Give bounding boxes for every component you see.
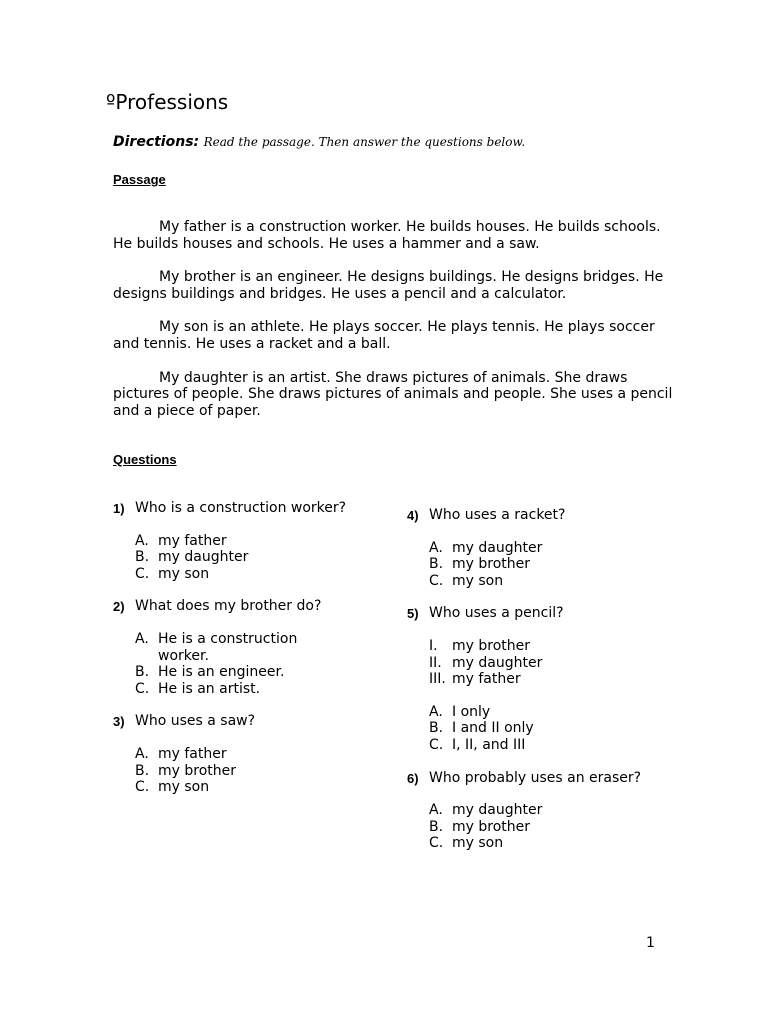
question-number: 6) [407,770,419,786]
passage-paragraph: My son is an athlete. He plays soccer. He plays tennis. He plays soccer and tennis. He uses a racket and a ball. [113,319,655,352]
question-6 [407,770,657,787]
question-text: Who probably uses an eraser? [429,769,642,786]
question-number: 5) [407,606,419,622]
answer-option[interactable]: C. I, II, and III [429,736,526,753]
answer-option[interactable]: C. my son [135,779,210,796]
passage-paragraph: My father is a construction worker. He builds houses. He builds schools. He builds houses and schools. He uses a hammer and a saw. [113,219,661,252]
question-3 [113,713,363,730]
answer-option[interactable]: B. I and II only [429,720,534,737]
directions [113,134,525,150]
question-text: What does my brother do? [135,598,322,615]
answer-option[interactable]: A. my father [135,745,227,762]
directions-text: Read the passage. Then answer the questions below. [203,135,526,149]
answer-options [135,533,363,583]
answer-option[interactable]: A. my father [135,532,227,549]
statement-list [429,638,657,688]
answer-option[interactable]: C. my son [429,572,504,589]
answer-option[interactable]: A. my daughter [429,539,543,556]
question-number: 4) [407,508,419,523]
question-number: 3) [113,714,125,730]
question-1 [113,500,363,517]
page-title: ºProfessions [106,90,229,114]
page-number: 1 [646,935,655,951]
question-text: Who uses a saw? [135,713,256,730]
answer-options [429,540,657,590]
question-2 [113,598,363,615]
answer-options [135,631,315,697]
statement-item: I. my brother [429,637,531,654]
answer-option[interactable]: A. I only [429,703,491,720]
passage-heading: Passage [113,172,166,187]
question-number: 1) [113,501,125,516]
questions-left-column [113,500,363,812]
statement-item: II. my daughter [429,654,543,671]
questions-heading: Questions [113,452,177,467]
answer-option[interactable]: A. He is a construction worker. [135,630,298,664]
question-4 [407,507,657,524]
question-text: Who uses a racket? [429,507,566,523]
question-text: Who is a construction worker? [135,500,347,516]
answer-options [429,704,657,754]
answer-option[interactable]: B. my brother [135,762,237,779]
answer-option[interactable]: B. my brother [429,818,531,835]
question-number: 2) [113,599,125,615]
questions-right-column [407,507,657,868]
answer-option[interactable]: C. He is an artist. [135,680,261,697]
answer-options [429,802,657,852]
statement-item: III. my father [429,671,521,688]
passage-paragraph: My brother is an engineer. He designs buildings. He designs bridges. He designs buildings and bridges. He uses a pencil and a calculator. [113,269,664,302]
passage [113,219,673,436]
answer-option[interactable]: A. my daughter [429,802,543,819]
answer-option[interactable]: B. my brother [429,556,531,573]
answer-options [135,746,363,796]
answer-option[interactable]: C. my son [135,565,210,582]
passage-paragraph: My daughter is an artist. She draws pictures of animals. She draws pictures of people. She draws pictures of animals and people. She uses a pencil and a piece of paper. [113,369,673,419]
question-5 [407,605,657,622]
answer-option[interactable]: C. my son [429,835,504,852]
answer-option[interactable]: B. He is an engineer. [135,664,285,681]
answer-option[interactable]: B. my daughter [135,549,249,566]
directions-label: Directions: [113,134,200,150]
question-text: Who uses a pencil? [429,605,564,622]
